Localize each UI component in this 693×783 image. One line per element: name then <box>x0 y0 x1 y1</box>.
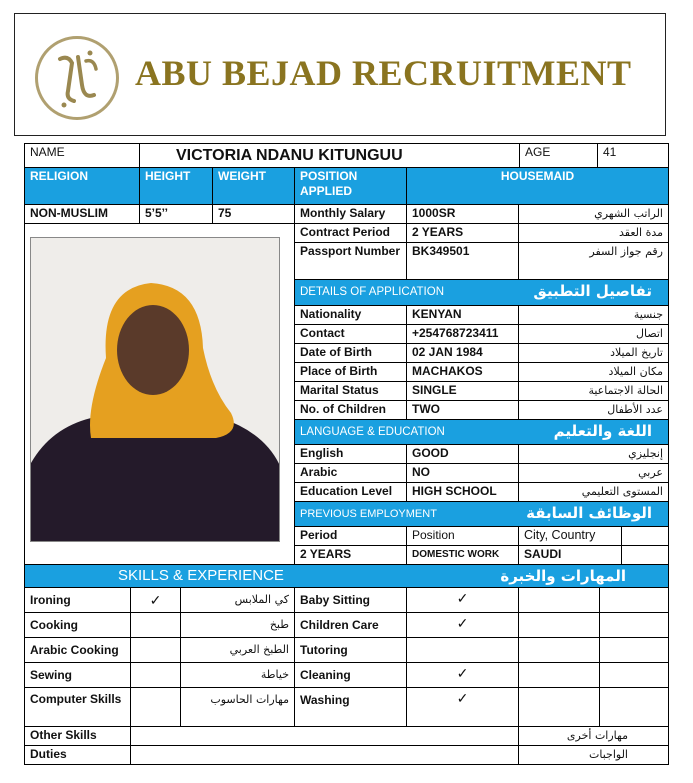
skill-blank-cell <box>518 687 600 727</box>
skill-childrencare-check <box>406 612 519 638</box>
name-label: NAME <box>24 143 140 168</box>
education-label: Education Level <box>294 482 407 502</box>
language-heading <box>294 419 669 445</box>
skill-washing-check <box>406 687 519 727</box>
children-arabic: عدد الأطفال <box>518 400 669 420</box>
position-label: POSITION APPLIED <box>294 167 407 205</box>
company-name: ABU BEJAD RECRUITMENT <box>135 53 632 93</box>
age-value: 41 <box>597 143 669 168</box>
weight-label: WEIGHT <box>212 167 295 205</box>
skill-sewing-arabic: خياطة <box>180 662 295 688</box>
employment-heading-arabic: الوظائف السابقة <box>526 504 652 522</box>
weight-value: 75 <box>212 204 295 224</box>
nationality-label: Nationality <box>294 305 407 325</box>
arabic-value: NO <box>406 463 519 483</box>
duties-arabic: الواجبات <box>518 745 669 765</box>
employment-extra-cell <box>621 526 669 546</box>
other-skills-value <box>130 726 519 746</box>
skill-arabiccooking-check <box>130 637 181 663</box>
passport-value: BK349501 <box>406 242 519 280</box>
check-icon: ✓ <box>456 665 469 681</box>
skill-computer-arabic: مهارات الحاسوب <box>180 687 295 727</box>
details-heading-text: DETAILS OF APPLICATION <box>300 286 444 298</box>
skill-blank-cell <box>518 587 600 613</box>
children-label: No. of Children <box>294 400 407 420</box>
height-value: 5’5’’ <box>139 204 213 224</box>
duties-label: Duties <box>24 745 131 765</box>
skill-blank-cell <box>599 637 669 663</box>
skill-ironing-check <box>130 587 181 613</box>
passport-arabic: رقم جواز السفر <box>518 242 669 280</box>
education-value: HIGH SCHOOL <box>406 482 519 502</box>
skill-cooking-check <box>130 612 181 638</box>
pob-arabic: مكان الميلاد <box>518 362 669 382</box>
nationality-arabic: جنسية <box>518 305 669 325</box>
skill-cooking-arabic: طبخ <box>180 612 295 638</box>
english-value: GOOD <box>406 444 519 464</box>
details-heading-arabic: تفاصيل التطبيق <box>533 282 652 300</box>
salary-label: Monthly Salary <box>294 204 407 224</box>
employment-heading <box>294 501 669 527</box>
pob-value: MACHAKOS <box>406 362 519 382</box>
dob-value: 02 JAN 1984 <box>406 343 519 363</box>
salary-value: 1000SR <box>406 204 519 224</box>
skill-ironing-label: Ironing <box>24 587 131 613</box>
letterhead <box>14 13 666 136</box>
employment-location-value: SAUDI <box>518 545 622 565</box>
dob-label: Date of Birth <box>294 343 407 363</box>
pob-label: Place of Birth <box>294 362 407 382</box>
language-heading-text: LANGUAGE & EDUCATION <box>300 426 445 438</box>
other-skills-arabic: مهارات أخرى <box>518 726 669 746</box>
arabic-label: Arabic <box>294 463 407 483</box>
passport-label: Passport Number <box>294 242 407 280</box>
skill-tutoring-check <box>406 637 519 663</box>
employment-extra-cell-2 <box>621 545 669 565</box>
skill-blank-cell <box>518 637 600 663</box>
skill-cleaning-label: Cleaning <box>294 662 407 688</box>
skill-sewing-label: Sewing <box>24 662 131 688</box>
employment-position-value: DOMESTIC WORK <box>406 545 519 565</box>
other-skills-label: Other Skills <box>24 726 131 746</box>
salary-arabic: الراتب الشهري <box>518 204 669 224</box>
contact-value: +254768723411 <box>406 324 519 344</box>
marital-arabic: الحالة الاجتماعية <box>518 381 669 401</box>
height-label: HEIGHT <box>139 167 213 205</box>
employment-location-header: City, Country <box>518 526 622 546</box>
skill-childrencare-label: Children Care <box>294 612 407 638</box>
skill-blank-cell <box>518 612 600 638</box>
skill-ironing-arabic: كي الملابس <box>180 587 295 613</box>
skill-blank-cell <box>599 687 669 727</box>
contact-label: Contact <box>294 324 407 344</box>
skill-blank-cell <box>599 587 669 613</box>
skill-computer-label: Computer Skills <box>24 687 131 727</box>
skill-sewing-check <box>130 662 181 688</box>
check-icon: ✓ <box>149 592 162 608</box>
candidate-photo <box>30 237 280 542</box>
skill-arabiccooking-arabic: الطبخ العربي <box>180 637 295 663</box>
contract-period-label: Contract Period <box>294 223 407 243</box>
skill-babysitting-label: Baby Sitting <box>294 587 407 613</box>
details-heading <box>294 279 669 306</box>
check-icon: ✓ <box>456 590 469 606</box>
skill-babysitting-check <box>406 587 519 613</box>
employment-heading-text: PREVIOUS EMPLOYMENT <box>300 508 437 520</box>
check-icon: ✓ <box>456 690 469 706</box>
language-heading-arabic: اللغة والتعليم <box>553 422 652 440</box>
duties-value <box>130 745 519 765</box>
skills-heading <box>24 564 669 588</box>
candidate-name: VICTORIA NDANU KITUNGUU <box>139 143 520 168</box>
children-value: TWO <box>406 400 519 420</box>
employment-period-value: 2 YEARS <box>294 545 407 565</box>
nationality-value: KENYAN <box>406 305 519 325</box>
skills-heading-arabic: المهارات والخبرة <box>500 567 626 585</box>
skill-arabiccooking-label: Arabic Cooking <box>24 637 131 663</box>
check-icon: ✓ <box>456 615 469 631</box>
education-arabic: المستوى التعليمي <box>518 482 669 502</box>
skill-cleaning-check <box>406 662 519 688</box>
contract-period-value: 2 YEARS <box>406 223 519 243</box>
skill-cooking-label: Cooking <box>24 612 131 638</box>
employment-position-header: Position <box>406 526 519 546</box>
dob-arabic: تاريخ الميلاد <box>518 343 669 363</box>
skill-computer-check <box>130 687 181 727</box>
position-value: HOUSEMAID <box>406 167 669 205</box>
religion-value: NON-MUSLIM <box>24 204 140 224</box>
skill-blank-cell <box>599 662 669 688</box>
skill-tutoring-label: Tutoring <box>294 637 407 663</box>
employment-period-header: Period <box>294 526 407 546</box>
company-logo <box>35 36 119 120</box>
skill-blank-cell <box>599 612 669 638</box>
english-arabic: إنجليزي <box>518 444 669 464</box>
marital-value: SINGLE <box>406 381 519 401</box>
marital-label: Marital Status <box>294 381 407 401</box>
contact-arabic: اتصال <box>518 324 669 344</box>
religion-label: RELIGION <box>24 167 140 205</box>
age-label: AGE <box>519 143 598 168</box>
skill-blank-cell <box>518 662 600 688</box>
skill-washing-label: Washing <box>294 687 407 727</box>
contract-period-arabic: مدة العقد <box>518 223 669 243</box>
skills-heading-text: SKILLS & EXPERIENCE <box>118 567 284 584</box>
arabic-arabic: عربي <box>518 463 669 483</box>
english-label: English <box>294 444 407 464</box>
